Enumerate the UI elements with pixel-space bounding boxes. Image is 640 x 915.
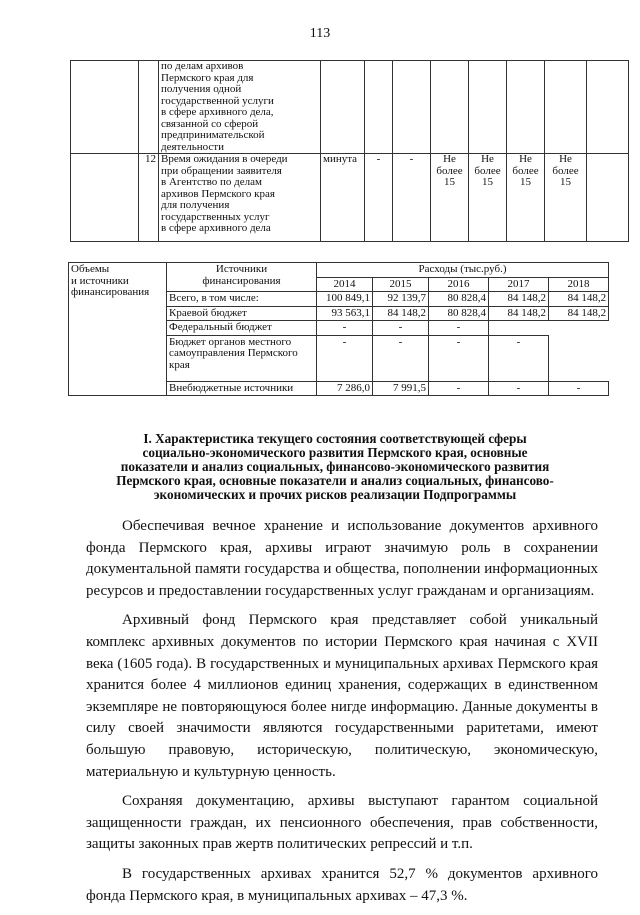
unit-cell: минута	[321, 154, 365, 242]
value-cell: 84 148,2	[549, 306, 609, 321]
text-line: в сфере архивного дела,	[161, 106, 274, 118]
table-row	[69, 263, 609, 278]
page-number: 113	[309, 26, 331, 41]
value-cell: 84 148,2	[489, 306, 549, 321]
text-line: государственных услуг	[161, 210, 270, 223]
value-cell: -	[549, 381, 609, 396]
value-cell: 7 286,0	[317, 381, 373, 396]
value-cell: Не более 15	[545, 154, 587, 242]
table-cell	[139, 61, 159, 154]
heading-line: Пермского края, основные показатели и анализ социальных, финансово-	[116, 473, 554, 488]
text-line: архивов Пермского края	[161, 187, 275, 200]
table-cell	[587, 61, 629, 154]
text-line: в Агентство по делам	[161, 176, 262, 188]
section-heading	[95, 432, 575, 502]
table-cell	[71, 61, 139, 154]
value-cell: 84 148,2	[489, 292, 549, 307]
year-header: 2018	[549, 277, 609, 292]
table-cell	[393, 61, 431, 154]
value-cell: -	[489, 381, 549, 396]
text-line: финансирования	[202, 274, 281, 287]
expenses-header: Расходы (тыс.руб.)	[317, 263, 609, 278]
value-cell: -	[317, 321, 373, 336]
heading-line: социально-экономического развития Пермского края, основные	[142, 445, 528, 460]
table-row	[71, 61, 629, 154]
paragraph: Обеспечивая вечное хранение и использование документов архивного фонда Пермского края, архивы играют значимую роль в сохранении документальной памяти государства и общества, пополнении информационных ресурсов и предоставлении государственных услуг гражданам и организациям.	[86, 518, 598, 599]
value-cell	[549, 321, 609, 336]
value-cell: -	[393, 154, 431, 242]
year-header: 2017	[489, 277, 549, 292]
source-cell: Внебюджетные источники	[167, 381, 317, 396]
source-cell: Всего, в том числе:	[167, 292, 317, 307]
year-header: 2016	[429, 277, 489, 292]
indicators-table	[70, 60, 629, 242]
value-cell	[489, 321, 549, 336]
value-cell: 84 148,2	[549, 292, 609, 307]
value-cell: -	[373, 321, 429, 336]
value-cell	[549, 335, 609, 381]
value-cell: -	[429, 335, 489, 381]
value-cell: 80 828,4	[429, 292, 489, 307]
value-cell: 80 828,4	[429, 306, 489, 321]
value-cell: 100 849,1	[317, 292, 373, 307]
text-line: при обращении заявителя	[161, 164, 282, 177]
text-line: деятельности	[161, 140, 224, 153]
financing-table	[68, 262, 609, 396]
row-number: 12	[139, 154, 159, 242]
text-line: по делам архивов	[161, 60, 244, 72]
value-cell: Не более 15	[469, 154, 507, 242]
heading-line: экономических и прочих рисков реализации Подпрограммы	[153, 487, 517, 502]
table-row	[71, 154, 629, 242]
value-cell: -	[317, 335, 373, 381]
value-cell: -	[489, 335, 549, 381]
year-header: 2014	[317, 277, 373, 292]
text-line: Пермского края для	[161, 71, 254, 84]
value-cell: Не более 15	[431, 154, 469, 242]
year-header: 2015	[373, 277, 429, 292]
indicator-text	[159, 61, 321, 154]
sources-header	[167, 263, 317, 292]
text-line: государственной услуги	[161, 94, 274, 107]
financing-label	[69, 263, 167, 396]
table-cell	[507, 61, 545, 154]
table-cell	[431, 61, 469, 154]
text-line: связанной со сферой	[161, 117, 259, 130]
source-cell: Краевой бюджет	[167, 306, 317, 321]
table-cell	[365, 61, 393, 154]
source-cell: Федеральный бюджет	[167, 321, 317, 336]
value-cell: Не более 15	[507, 154, 545, 242]
text-line: финансирования	[71, 286, 150, 298]
value-cell: -	[373, 335, 429, 381]
value-cell: -	[429, 321, 489, 336]
body-text	[86, 516, 598, 915]
paragraph: В государственных архивах хранится 52,7 % документов архивного фонда Пермского края, в муниципальных архивах – 47,3 %.	[86, 865, 598, 904]
table-cell	[587, 154, 629, 242]
text-line: предпринимательской	[161, 129, 265, 141]
value-cell: 84 148,2	[373, 306, 429, 321]
text-line: Время ожидания в очереди	[161, 153, 288, 165]
text-line: получения одной	[161, 83, 242, 95]
text-line: для получения	[161, 199, 230, 211]
heading-line: I. Характеристика текущего состояния соответствующей сферы	[143, 431, 527, 446]
value-cell: 92 139,7	[373, 292, 429, 307]
paragraph: Архивный фонд Пермского края представляет собой уникальный комплекс архивных документов по истории Пермского края начиная с XVII века (1605 года). В государственных и муниципальных архивах Пермского края хранится более 4 миллионов единиц хранения, содержащих в единственном экземпляре не повторяющуюся более нигде информацию. Данные документы в силу своей значимости являются государственными раритетами, имеют большую правовую, историческую, политическую, экономическую, материальную и культурную ценность.	[86, 612, 598, 780]
indicator-text	[159, 154, 321, 242]
source-cell: Бюджет органов местного самоуправления Пермского края	[167, 335, 317, 381]
value-cell: -	[365, 154, 393, 242]
table-cell	[545, 61, 587, 154]
table-cell	[321, 61, 365, 154]
text-line: и источники	[71, 274, 129, 287]
value-cell: 93 563,1	[317, 306, 373, 321]
value-cell: 7 991,5	[373, 381, 429, 396]
text-line: в сфере архивного дела	[161, 222, 271, 234]
heading-line: показатели и анализ социальных, финансово-экономического развития	[120, 459, 550, 474]
table-cell	[71, 154, 139, 242]
text-line: Объемы	[71, 263, 110, 275]
table-cell	[469, 61, 507, 154]
paragraph: Сохраняя документацию, архивы выступают гарантом социальной защищенности граждан, их пенсионного обеспечения, прав собственности, защиты законных прав жертв политических репрессий и т.п.	[86, 793, 598, 853]
text-line: Источники	[215, 263, 268, 275]
value-cell: -	[429, 381, 489, 396]
